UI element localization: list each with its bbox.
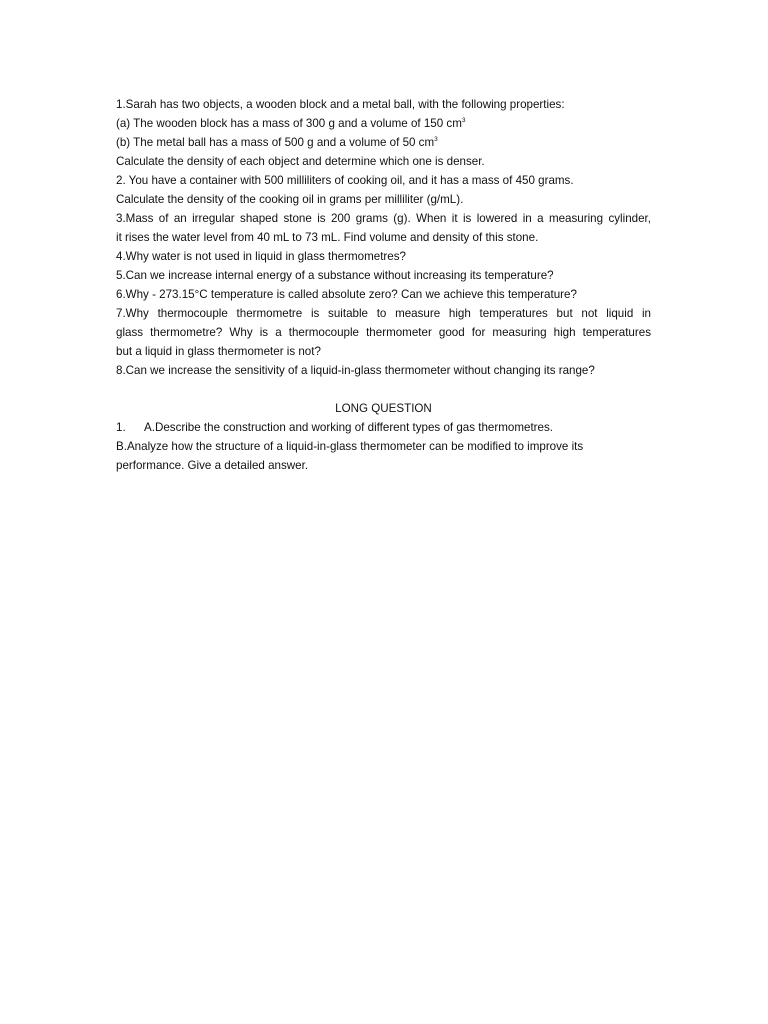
question-5: 5.Can we increase internal energy of a substance without increasing its temperature?: [116, 269, 554, 282]
document-page: [116, 95, 651, 475]
question-1-part-a: [116, 114, 651, 133]
long-question-part-a-text: A.Describe the construction and working of different types of gas thermometres.: [144, 421, 553, 434]
question-1-line-1: 1.Sarah has two objects, a wooden block and a metal ball, with the following properties:: [116, 98, 565, 111]
question-7-line-3: but a liquid in glass thermometer is not?: [116, 345, 321, 358]
long-question-part-a: [116, 418, 651, 437]
question-1-task: Calculate the density of each object and determine which one is denser.: [116, 155, 485, 168]
question-1-part-a-text: (a) The wooden block has a mass of 300 g and a volume of 150 cm: [116, 117, 462, 130]
question-8: 8.Can we increase the sensitivity of a liquid-in-glass thermometer without changing its range?: [116, 364, 595, 377]
question-6: 6.Why - 273.15°C temperature is called absolute zero? Can we achieve this temperature?: [116, 288, 577, 301]
question-2-line-2: Calculate the density of the cooking oil in grams per milliliter (g/mL).: [116, 193, 464, 206]
question-7-line-1: 7.Why thermocouple thermometre is suitable to measure high temperatures but not liquid in: [116, 307, 651, 320]
long-question-part-b-line-1: B.Analyze how the structure of a liquid-in-glass thermometer can be modified to improve its: [116, 440, 584, 453]
superscript-3: 3: [434, 136, 438, 143]
superscript-3: 3: [461, 117, 466, 124]
question-2-line-1: 2. You have a container with 500 milliliters of cooking oil, and it has a mass of 450 grams.: [116, 174, 574, 187]
question-1-part-b-text: (b) The metal ball has a mass of 500 g and a volume of 50 cm: [116, 136, 435, 149]
question-3-line-2: it rises the water level from 40 mL to 73 mL. Find volume and density of this stone.: [116, 231, 539, 244]
question-3-line-1: 3.Mass of an irregular shaped stone is 200 grams (g). When it is lowered in a measuring cylinder,: [116, 212, 651, 225]
question-1-part-b: [116, 133, 651, 152]
long-question-part-b-line-2: performance. Give a detailed answer.: [116, 459, 309, 472]
long-question-heading: LONG QUESTION: [335, 402, 432, 415]
long-question-number: 1.: [116, 421, 126, 434]
question-4: 4.Why water is not used in liquid in glass thermometres?: [116, 250, 406, 263]
blank-line: [116, 380, 651, 399]
question-7-line-2: glass thermometre? Why is a thermocouple thermometer good for measuring high temperatures: [116, 326, 651, 339]
